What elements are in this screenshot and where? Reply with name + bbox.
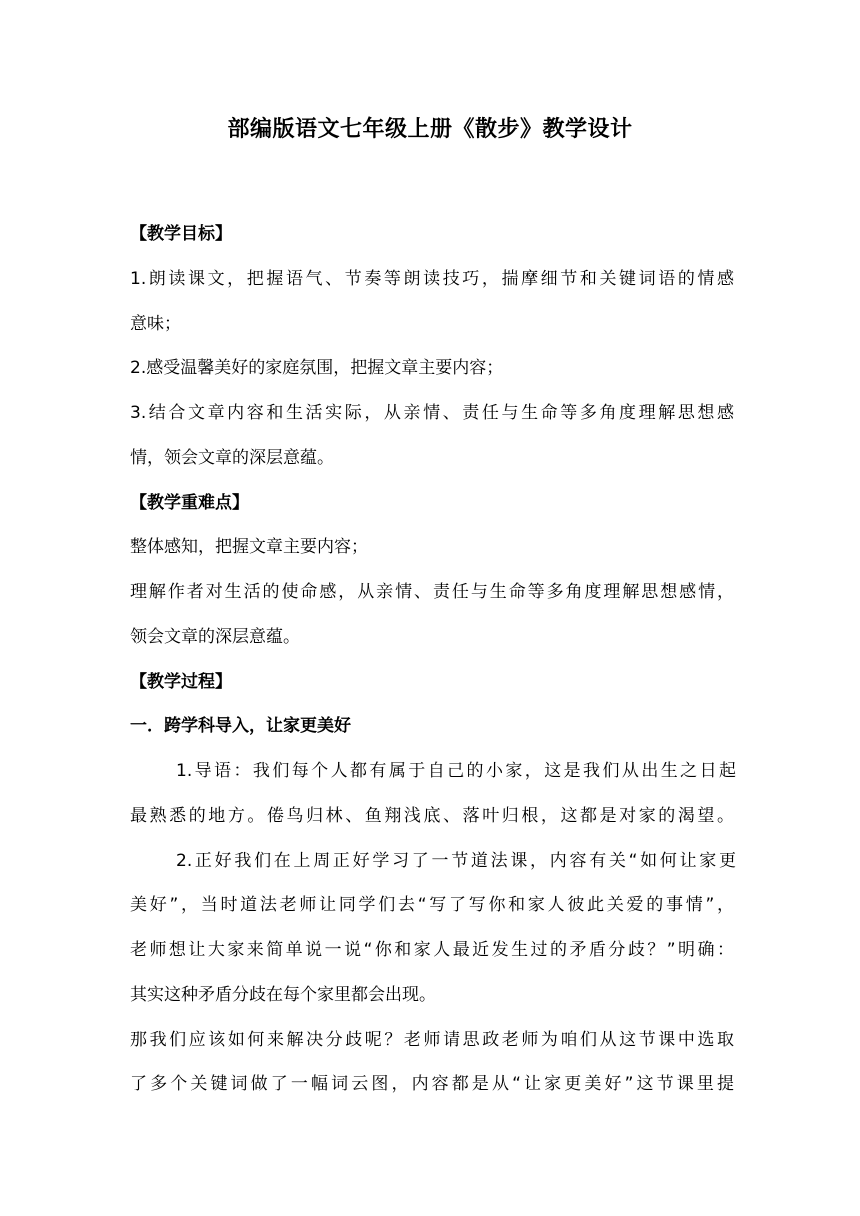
objective-2: 2.感受温馨美好的家庭氛围，把握文章主要内容； — [130, 358, 504, 378]
difficulty-2-line-2: 领会文章的深层意蕴。 — [130, 627, 300, 647]
objective-3-line-2: 情，领会文章的深层意蕴。 — [130, 448, 334, 468]
objective-1-line-2: 意味； — [130, 314, 181, 334]
paragraph-3-line-1: 那我们应该如何来解决分歧呢？老师请思政老师为咱们从这节课中选取 — [130, 1030, 734, 1050]
objective-3-line-1: 3.结合文章内容和生活实际，从亲情、责任与生命等多角度理解思想感 — [130, 403, 734, 423]
paragraph-3-line-2: 了多个关键词做了一幅词云图，内容都是从“让家更美好”这节课里提 — [130, 1074, 734, 1094]
section-heading-difficulties: 【教学重难点】 — [130, 493, 249, 513]
paragraph-1-line-1: 1.导语：我们每个人都有属于自己的小家，这是我们从出生之日起 — [176, 761, 736, 781]
paragraph-2-line-3: 老师想让大家来简单说一说“你和家人最近发生过的矛盾分歧？”明确： — [130, 940, 734, 960]
section-heading-process: 【教学过程】 — [130, 672, 232, 692]
difficulty-2-line-1: 理解作者对生活的使命感，从亲情、责任与生命等多角度理解思想感情， — [130, 582, 734, 602]
paragraph-2-line-4: 其实这种矛盾分歧在每个家里都会出现。 — [130, 985, 436, 1005]
part-1-heading: 一．跨学科导入，让家更美好 — [130, 716, 351, 736]
section-heading-objectives: 【教学目标】 — [130, 224, 232, 244]
paragraph-2-line-1: 2.正好我们在上周正好学习了一节道法课，内容有关“如何让家更 — [176, 851, 736, 871]
paragraph-1-line-2: 最熟悉的地方。倦鸟归林、鱼翔浅底、落叶归根，这都是对家的渴望。 — [130, 806, 734, 826]
objective-1-line-1: 1.朗读课文，把握语气、节奏等朗读技巧，揣摩细节和关键词语的情感 — [130, 269, 734, 289]
paragraph-2-line-2: 美好”，当时道法老师让同学们去“写了写你和家人彼此关爱的事情”， — [130, 895, 734, 915]
document-title: 部编版语文七年级上册《散步》教学设计 — [227, 117, 633, 142]
difficulty-1: 整体感知，把握文章主要内容； — [130, 537, 368, 557]
